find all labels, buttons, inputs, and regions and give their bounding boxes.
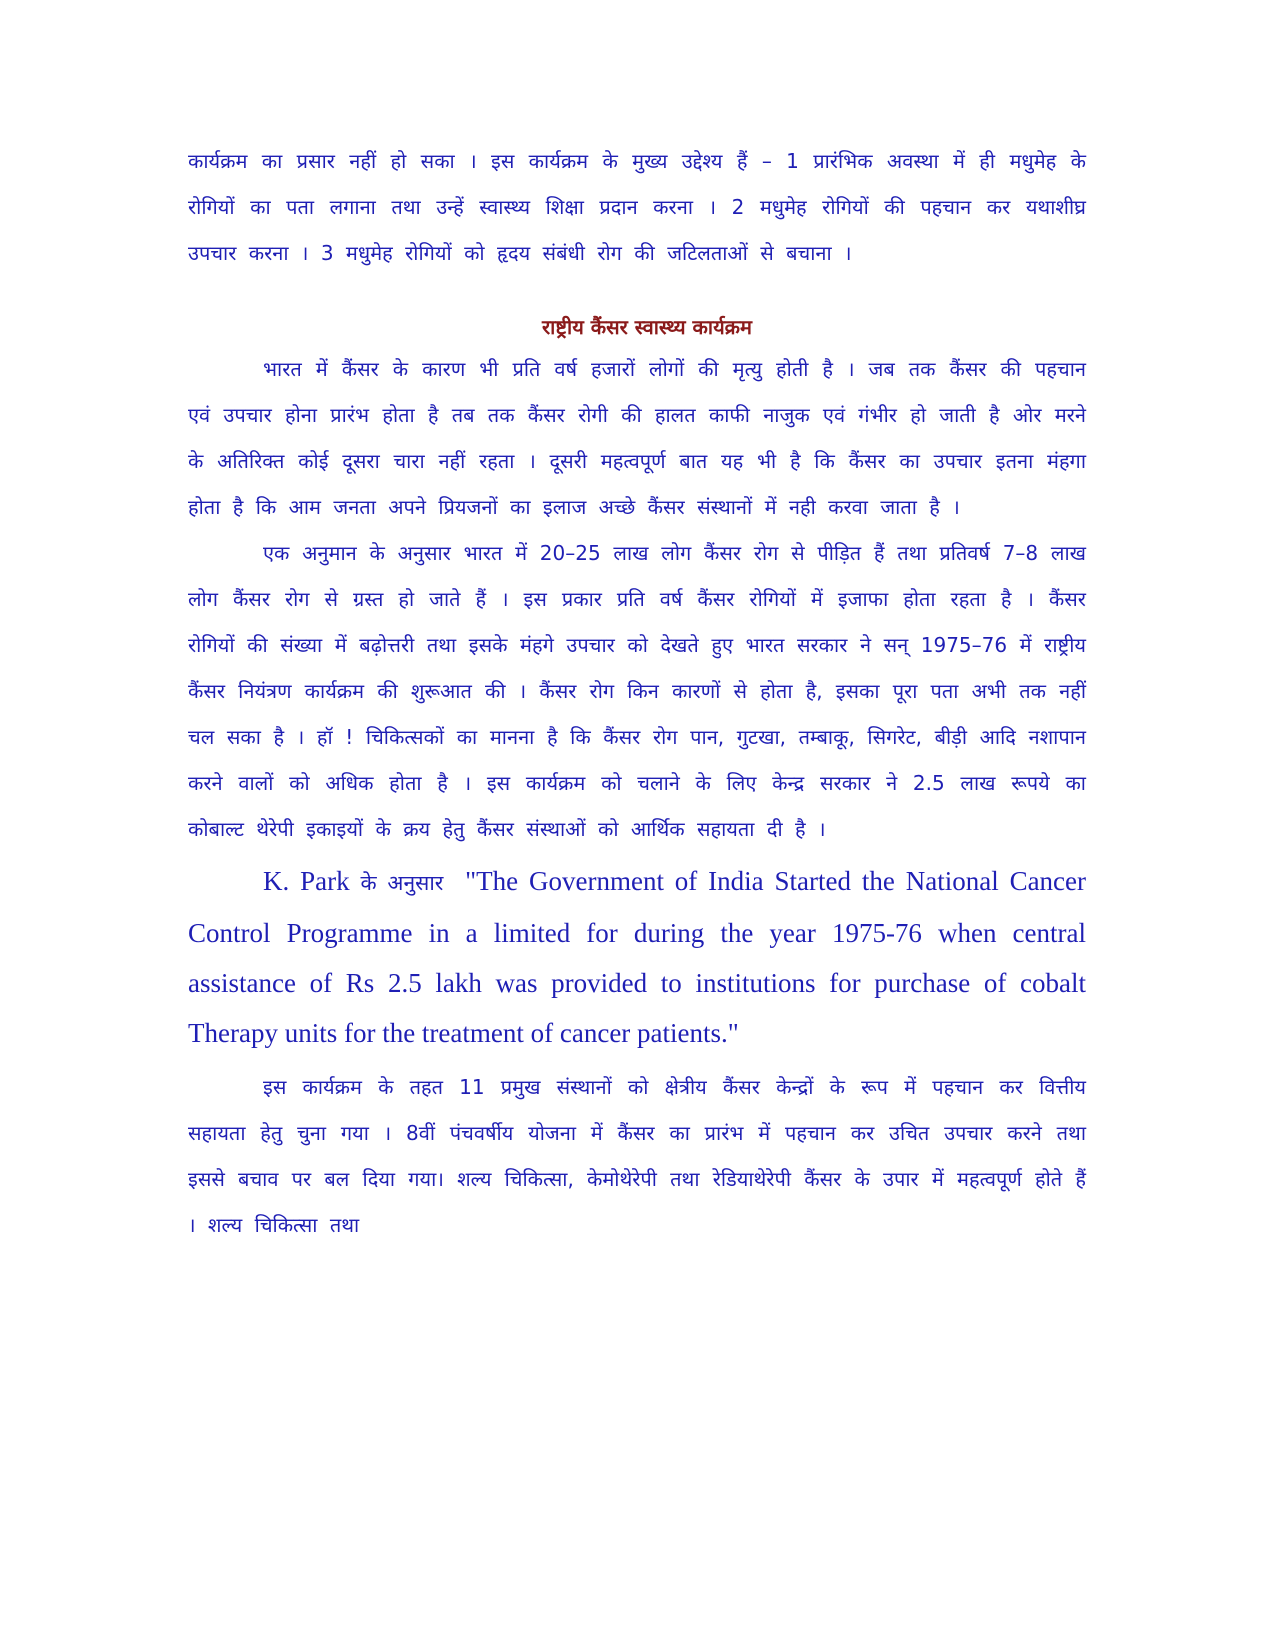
quote-text: "The Government of India Started the National Cancer Control Programme in a limited for during the year 1975-76 when central assistance of Rs 2.5 lakh was provided to institutions for purchase of cobalt Therapy units for the treatment of cancer patients." [188,866,1087,1048]
quote-connector: के अनुसार [360,871,444,895]
paragraph-cancer-deaths: भारत में कैंसर के कारण भी प्रति वर्ष हजारों लोगों की मृत्यु होती है । जब तक कैंसर की पहचान एवं उपचार होना प्रारंभ होता है तब तक कैंसर रोगी की हालत काफी नाजुक एवं गंभीर हो जाती है ओर मरने के अतिरिक्त कोई दूसरा चारा नहीं रहता । दूसरी महत्वपूर्ण बात यह भी है कि कैंसर का उपचार इतना मंहगा होता है कि आम जनता अपने प्रियजनों का इलाज अच्छे कैंसर संस्थानों में नही करवा जाता है । [188,357,1086,519]
paragraph-cancer-statistics: एक अनुमान के अनुसार भारत में 20–25 लाख लोग कैंसर रोग से पीड़ित हैं तथा प्रतिवर्ष 7–8 लाख लोग कैंसर रोग से ग्रस्त हो जाते हैं । इस प्रकार प्रति वर्ष कैंसर रोगियों में इजाफा होता रहता है । कैंसर रोगियों की संख्या में बढ़ोत्तरी तथा इसके मंहगे उपचार को देखते हुए भारत सरकार ने सन् 1975–76 में राष्ट्रीय कैंसर नियंत्रण कार्यक्रम की शुरूआत की । कैंसर रोग किन कारणों से होता है, इसका पूरा पता अभी तक नहीं चल सका है । हॉ ! चिकित्सकों का मानना है कि कैंसर रोग पान, गुटखा, तम्बाकू, सिगरेट, बीड़ी आदि नशापान करने वालों को अधिक होता है । इस कार्यक्रम को चलाने के लिए केन्द्र सरकार ने 2.5 लाख रूपये का कोबाल्ट थेरेपी इकाइयों के क्रय हेतु कैंसर संस्थाओं को आर्थिक सहायता दी है । [188,541,1086,841]
quote-paragraph [188,856,1086,1058]
document-body [188,138,1086,1248]
section-heading: राष्ट्रीय कैंसर स्वास्थ्य कार्यक्रम [541,315,752,339]
quote-author: K. Park [263,866,350,896]
paragraph-regional-centres: इस कार्यक्रम के तहत 11 प्रमुख संस्थानों को क्षेत्रीय कैंसर केन्द्रों के रूप में पहचान कर वित्तीय सहायता हेतु चुना गया । 8वीं पंचवर्षीय योजना में कैंसर का प्रारंभ में पहचान कर उचित उपचार करने तथा इससे बचाव पर बल दिया गया। शल्य चिकित्सा, केमोथेरेपी तथा रेडियाथेरेपी कैंसर के उपार में महत्वपूर्ण होते हैं । शल्य चिकित्सा तथा [188,1075,1087,1237]
paragraph-diabetes-objectives: कार्यक्रम का प्रसार नहीं हो सका । इस कार्यक्रम के मुख्य उद्देश्य हैं – 1 प्रारंभिक अवस्था में ही मधुमेह के रोगियों का पता लगाना तथा उन्हें स्वास्थ्य शिक्षा प्रदान करना । 2 मधुमेह रोगियों की पहचान कर यथाशीघ्र उपचार करना । 3 मधुमेह रोगियों को हृदय संबंधी रोग की जटिलताओं से बचाना । [188,149,1086,265]
